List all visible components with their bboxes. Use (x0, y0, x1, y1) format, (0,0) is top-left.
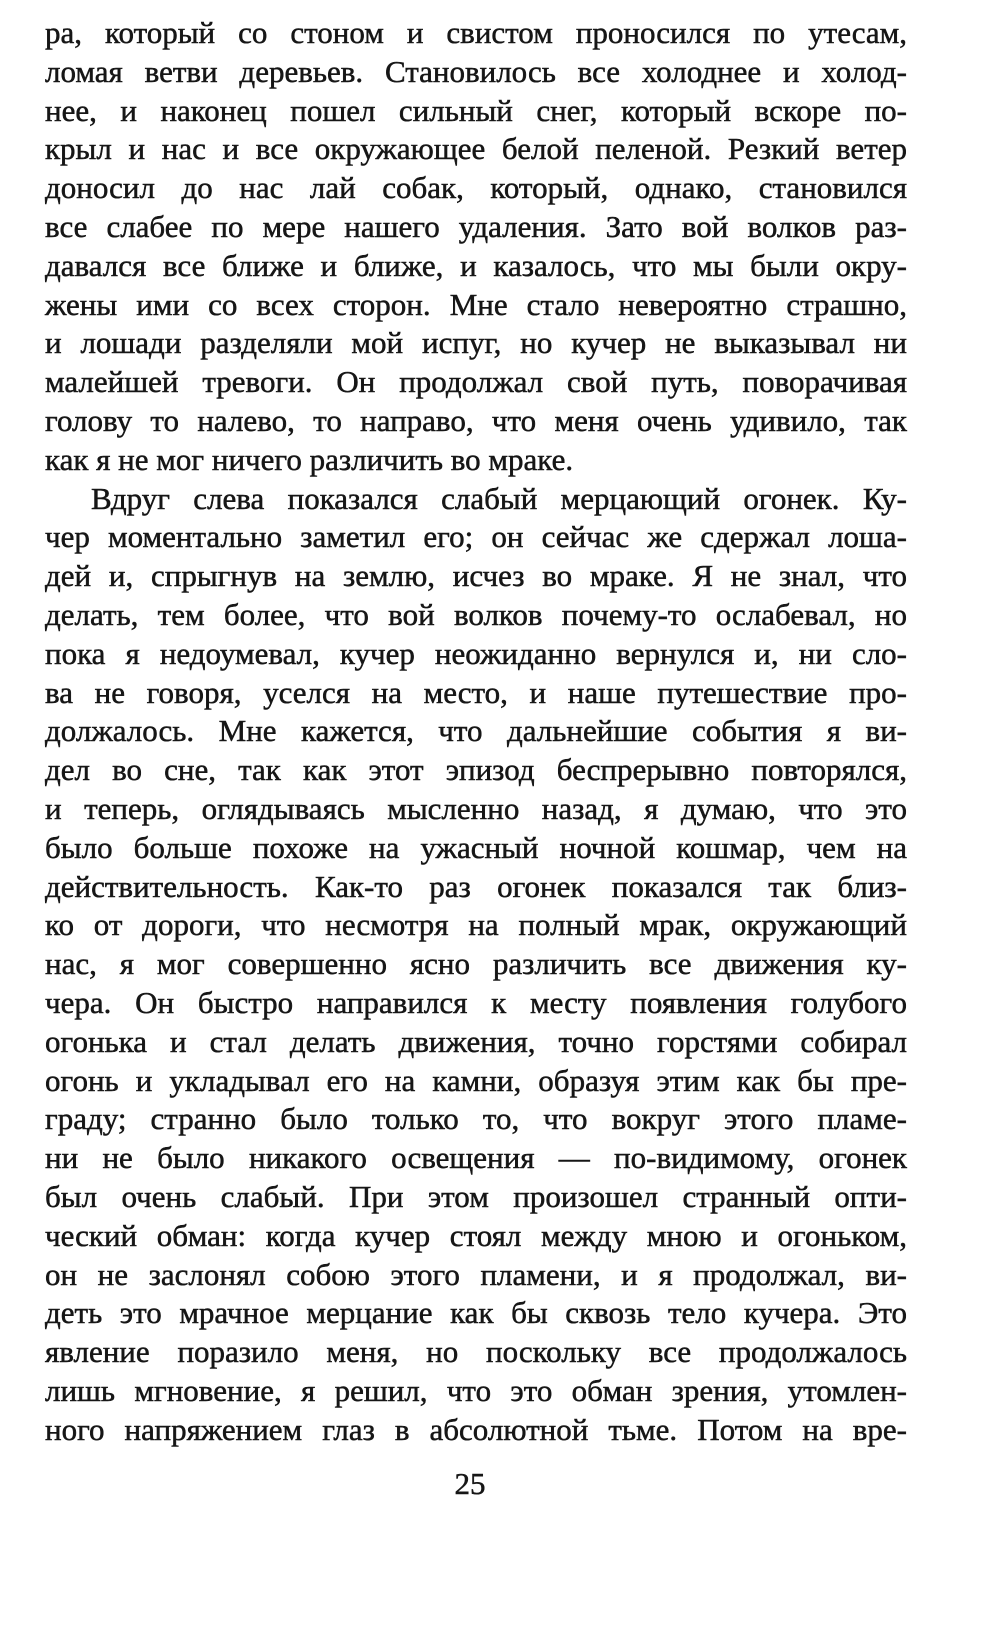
text-line: все слабее по мере нашего удаления. Зато вой волков раз- (45, 208, 907, 244)
text-line: ческий обман: когда кучер стоял между мною и огоньком, (45, 1217, 907, 1253)
text-line: жены ими со всех сторон. Мне стало невероятно страшно, (45, 286, 907, 322)
page-number: 25 (454, 1466, 486, 1501)
text-line: делать, тем более, что вой волков почему-то ослабевал, но (45, 596, 907, 632)
text-line: лишь мгновение, я решил, что это обман зрения, утомлен- (45, 1372, 907, 1408)
text-line: ко от дороги, что несмотря на полный мрак, окружающий (45, 907, 907, 943)
text-line: голову то налево, то направо, что меня очень удивило, так (45, 402, 907, 438)
text-line: давался все ближе и ближе, и казалось, что мы были окру- (45, 247, 907, 283)
text-line: нее, и наконец пошел сильный снег, который вскоре по- (45, 92, 907, 128)
text-line: огонь и укладывал его на камни, образуя этим как бы пре- (45, 1062, 907, 1098)
text-line: нас, я мог совершенно ясно различить все движения ку- (45, 946, 907, 982)
text-line: крыл и нас и все окружающее белой пеленой. Резкий ветер (45, 131, 907, 167)
text-line: чер моментально заметил его; он сейчас же сдержал лоша- (45, 519, 907, 555)
text-line: малейшей тревоги. Он продолжал свой путь, поворачивая (45, 364, 907, 400)
page-text (45, 14, 907, 1449)
text-line: дей и, спрыгнув на землю, исчез во мраке. Я не знал, что (45, 558, 907, 594)
text-line: ни не было никакого освещения — по-видимому, огонек (45, 1140, 907, 1176)
text-line: ломая ветви деревьев. Становилось все холоднее и холод- (45, 53, 907, 89)
text-line: деть это мрачное мерцание как бы сквозь тело кучера. Это (45, 1295, 907, 1331)
text-line: явление поразило меня, но поскольку все продолжалось (45, 1334, 907, 1370)
text-line: дел во сне, так как этот эпизод беспрерывно повторялся, (45, 752, 907, 788)
text-line: он не заслонял собою этого пламени, и я продолжал, ви- (45, 1256, 907, 1292)
text-line: ва не говоря, уселся на место, и наше путешествие про- (45, 674, 907, 710)
text-line: как я не мог ничего различить во мраке. (45, 441, 574, 477)
text-line: ра, который со стоном и свистом проносился по утесам, (45, 15, 907, 50)
text-line: и лошади разделяли мой испуг, но кучер не выказывал ни (45, 325, 907, 361)
text-line: и теперь, оглядываясь мысленно назад, я думаю, что это (45, 790, 907, 826)
text-line: ного напряжением глаз в абсолютной тьме. Потом на вре- (45, 1411, 907, 1447)
text-line: граду; странно было только то, что вокруг этого пламе- (45, 1101, 907, 1137)
text-line: пока я недоумевал, кучер неожиданно вернулся и, ни сло- (45, 635, 907, 671)
text-line: доносил до нас лай собак, который, однако, становился (45, 170, 907, 206)
text-line: чера. Он быстро направился к месту появления голубого (45, 984, 907, 1020)
text-line: был очень слабый. При этом произошел странный опти- (45, 1178, 907, 1214)
text-line: было больше похоже на ужасный ночной кошмар, чем на (45, 829, 907, 865)
text-line: огонька и стал делать движения, точно горстями собирал (45, 1023, 907, 1059)
text-line: действительность. Как-то раз огонек показался так близ- (45, 868, 907, 904)
text-line: должалось. Мне кажется, что дальнейшие события я ви- (45, 713, 907, 749)
text-line: Вдруг слева показался слабый мерцающий огонек. Ку- (91, 480, 907, 516)
